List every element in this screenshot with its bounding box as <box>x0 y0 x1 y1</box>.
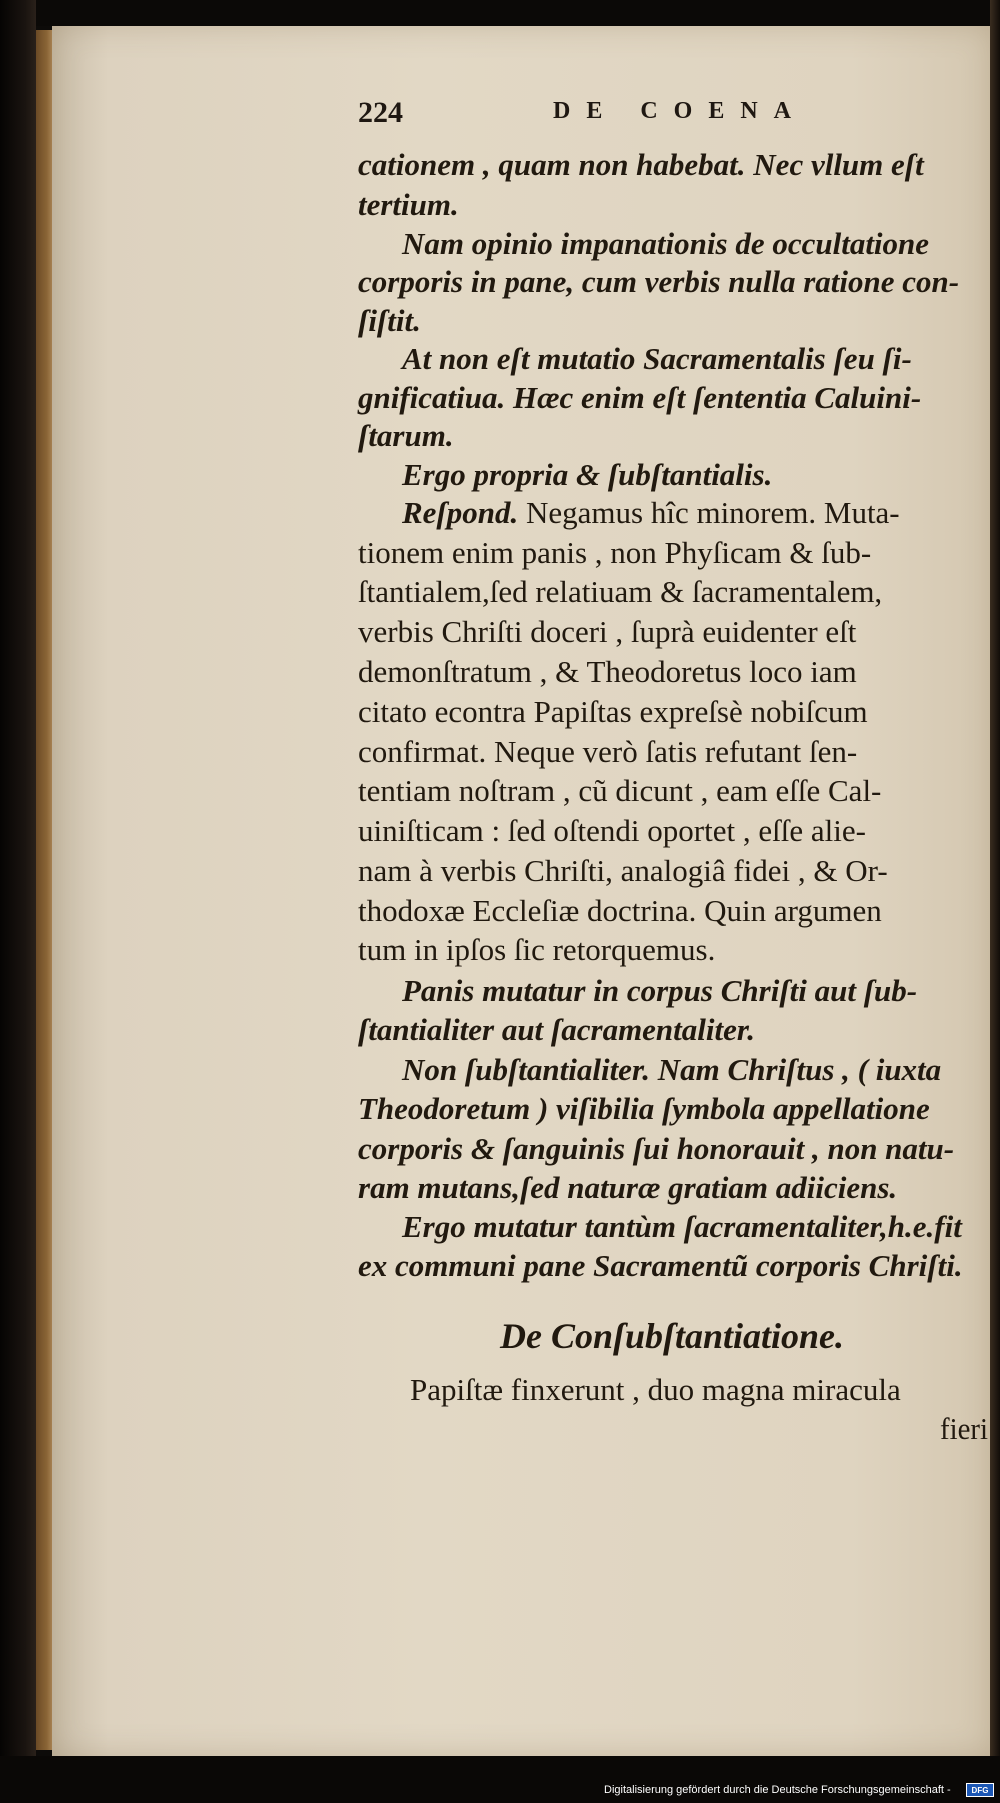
respond-label: Reſpond. <box>402 495 519 530</box>
text-line: tentiam noſtram , cũ dicunt , eam eſſe Cal- <box>358 773 882 808</box>
text-line: cationem , quam non habebat. Nec vllum eſt <box>358 147 924 182</box>
text-line: tum in ipſos ſic retorquemus. <box>358 932 716 967</box>
text-line: Ergo propria & ſubſtantialis. <box>402 457 773 492</box>
text-line: At non eſt mutatio Sacramentalis ſeu ſi- <box>402 341 912 376</box>
closing-line: Papiſtæ finxerunt , duo magna miracula <box>410 1372 901 1407</box>
text-line <box>402 494 900 532</box>
text-line: uiniſticam : ſed oſtendi oportet , eſſe alie- <box>358 813 866 848</box>
catchword: fieri <box>940 1411 988 1446</box>
text-span: Negamus hîc minorem. Muta- <box>526 495 900 530</box>
text-line: tionem enim panis , non Phyſicam & ſub- <box>358 535 872 570</box>
text-line: thodoxæ Eccleſiæ doctrina. Quin argumen <box>358 893 882 928</box>
text-line: corporis in pane, cum verbis nulla ratione con- <box>358 264 960 299</box>
page-edge <box>990 0 1000 1760</box>
text-line: Non ſubſtantialiter. Nam Chriſtus , ( iuxta <box>402 1052 942 1087</box>
text-line: nam à verbis Chriſti, analogiâ fidei , & Or- <box>358 853 888 888</box>
text-line: verbis Chriſti doceri , ſuprà euidenter eſt <box>358 614 857 649</box>
text-line: citato econtra Papiſtas expreſsè nobiſcum <box>358 694 868 729</box>
digitization-credit: Digitalisierung gefördert durch die Deutsche Forschungsgemeinschaft - <box>604 1784 951 1796</box>
text-line: Ergo mutatur tantùm ſacramentaliter,h.e.fit <box>402 1209 962 1244</box>
running-title: DE COENA <box>553 98 808 124</box>
text-line: confirmat. Neque verò ſatis refutant ſen- <box>358 734 858 769</box>
text-line: ram mutans,ſed naturæ gratiam adiiciens. <box>358 1170 898 1205</box>
text-line: Panis mutatur in corpus Chriſti aut ſub- <box>402 973 918 1008</box>
scan-top-edge <box>0 0 1000 26</box>
text-line: ſiſtit. <box>358 303 421 338</box>
text-line: gnificatiua. Hæc enim eſt ſententia Caluini- <box>358 380 922 415</box>
text-line: ſtantialem,ſed relatiuam & ſacramentalem, <box>358 574 883 609</box>
text-line: demonſtratum , & Theodoretus loco iam <box>358 654 857 689</box>
text-line: Theodoretum ) viſibilia ſymbola appellatione <box>358 1091 930 1126</box>
page-number: 224 <box>358 96 403 129</box>
text-line: ſtantialiter aut ſacramentaliter. <box>358 1012 755 1047</box>
text-line: Nam opinio impanationis de occultatione <box>402 226 930 261</box>
book-binding <box>0 0 36 1760</box>
text-line: tertium. <box>358 187 459 222</box>
dfg-logo: DFG <box>966 1783 994 1797</box>
text-line: ex communi pane Sacramentũ corporis Chriſti. <box>358 1248 963 1283</box>
text-line: corporis & ſanguinis ſui honorauit , non natu- <box>358 1131 955 1166</box>
section-heading: De Conſubſtantiatione. <box>500 1316 845 1356</box>
text-line: ſtarum. <box>358 418 454 453</box>
running-head <box>358 96 818 136</box>
